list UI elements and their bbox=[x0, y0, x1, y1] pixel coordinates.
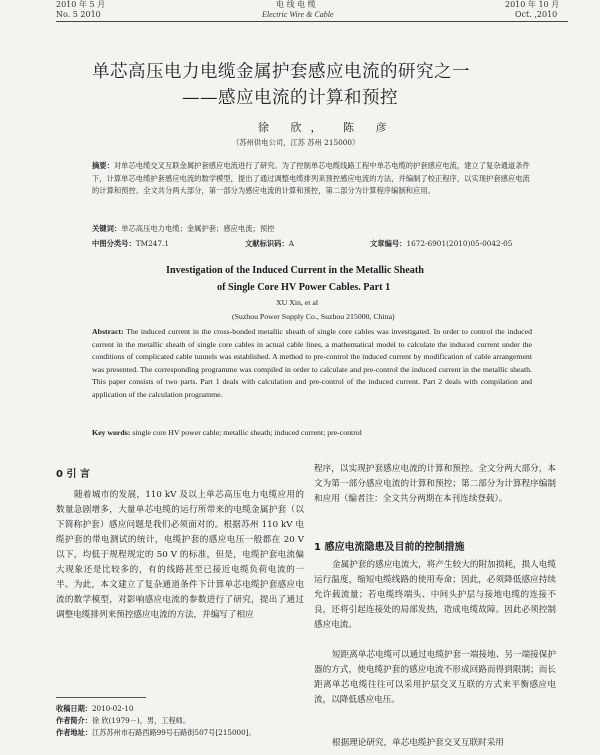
keywords-cn-label: 关键词： bbox=[92, 224, 122, 233]
footnote-address-value: 江苏苏州市石路西路99号石路街507号[215000]。 bbox=[91, 728, 256, 737]
header-journal-en: Electric Wire & Cable bbox=[262, 10, 334, 19]
keywords-en-text: single core HV power cable; metallic sheath; induced current; pre-control bbox=[132, 428, 362, 437]
doc-label: 文献标识码： bbox=[245, 239, 289, 248]
section-1-paragraph-1: 金属护套的感应电流大，将产生较大的附加损耗，损人电缆运行温度，缩短电缆线路的使用寿命；因此，必须降低感应持续允许载流量；若电缆终端头、中间头护层与接地电缆的连接不良，还将引起连接处的局部发热，造成电缆故障。因此必须控制感应电流。 bbox=[314, 560, 556, 630]
section-0-paragraph: 随着城市的发展，110 kV 及以上单芯高压电力电缆应用的数量急剧增多，大量单芯电缆的运行所带来的电缆金属护套（以下简称护套）感应问题是我们必须面对的。根据苏州 110 kV 电缆护套的带电测试的统计，电缆护套的感应电压一般都在 20 V 以下，均低于规程规定的 50 V 的标准，但是，电缆护套电流偏大现象还是比较多的，有的线路甚至已接近电缆负荷电流的一半。为此，本文建立了复杂通道条件下计算单芯电缆护套感应电流的数学模型，对影响感应电流的参数进行了研究，提出了通过调整电缆排列来预控感应电流的方法，并编写了相应 bbox=[56, 490, 304, 620]
article-number bbox=[370, 238, 512, 251]
header-journal-cn: 电 线 电 缆 bbox=[276, 0, 316, 9]
title-cn-line1: 单芯高压电力电缆金属护套感应电流的研究之一 bbox=[92, 62, 470, 82]
keywords-en-label: Key words: bbox=[92, 428, 131, 437]
section-1-heading: 1 感应电流隐患及目前的控制措施 bbox=[314, 542, 465, 553]
clc-label: 中图分类号： bbox=[92, 239, 136, 248]
abstract-en bbox=[92, 326, 532, 401]
abstract-cn-text: 对单芯电缆交叉互联金属护套感应电流进行了研究。为了控制单芯电缆线路工程中单芯电缆的护套感应电流，建立了复杂通道条件下，计算单芯电缆护套感应电流的数学模型，提出了通过调整电缆排列来预控感应电流的方法，并编制了校正程序，以实现护套感应电流的计算和预控。全文共分两大部分，第一部分为感应电流的计算和预控，第二部分为计算程序编制和应用。 bbox=[92, 161, 530, 195]
section-1-paragraph-2: 短距离单芯电缆可以通过电缆护套一端接地、另一端接保护器的方式，使电缆护套的感应电流不形成回路而得到限制；而长距离单芯电缆往往可以采用护层交叉互联的方式来平衡感应电流，以降低感应电压。 bbox=[314, 650, 556, 705]
footnote-received-value: 2010-02-10 bbox=[91, 704, 134, 713]
section-0-heading: 0 引 言 bbox=[56, 469, 90, 480]
footnote-address bbox=[56, 727, 306, 739]
keywords-cn-text: 单芯高压电力电缆；金属护套；感应电流；预控 bbox=[121, 224, 275, 233]
title-cn-line2: ——感应电流的计算和预控 bbox=[182, 88, 398, 108]
footnote bbox=[56, 703, 306, 739]
footnote-received-label: 收稿日期： bbox=[56, 704, 92, 713]
clc-value: TM247.1 bbox=[135, 239, 170, 248]
doc-code bbox=[245, 238, 294, 251]
footnote-address-label: 作者地址： bbox=[56, 728, 92, 737]
footnote-received bbox=[56, 703, 306, 715]
article-value: 1672-6901(2010)05-0042-05 bbox=[406, 239, 513, 248]
section-1-paragraph-3: 根据理论研究，单芯电缆护套交叉互联时采用 bbox=[332, 738, 504, 748]
abstract-cn-label: 摘要： bbox=[92, 161, 114, 170]
doc-value: A bbox=[288, 239, 295, 248]
abstract-cn bbox=[92, 160, 530, 198]
title-en-line1: Investigation of the Induced Current in the Metallic Sheath bbox=[166, 265, 424, 276]
footnote-bio-label: 作者简介： bbox=[56, 716, 92, 725]
keywords-cn bbox=[92, 223, 530, 236]
header-rule bbox=[56, 21, 568, 22]
header-date-cn: 2010 年 10 月 bbox=[505, 0, 560, 9]
footnote-rule bbox=[56, 697, 146, 698]
abstract-en-label: Abstract: bbox=[92, 327, 124, 336]
header-date-en: Oct. ,2010 bbox=[515, 10, 558, 19]
header-year: 2010 年 5 月 bbox=[56, 0, 106, 9]
keywords-en bbox=[92, 427, 532, 440]
authors-cn: 徐 欣， 陈 彦 bbox=[258, 121, 396, 134]
footnote-bio bbox=[56, 715, 306, 727]
affiliation-en: (Suzhou Power Supply Co., Suzhou 215000, China) bbox=[232, 312, 395, 321]
footnote-bio-value: 徐 欣(1979－)，男，工程师。 bbox=[91, 716, 191, 725]
title-en-line2: of Single Core HV Power Cables. Part 1 bbox=[217, 282, 391, 293]
article-label: 文章编号： bbox=[370, 239, 407, 248]
author-en: XU Xin, et al bbox=[276, 298, 319, 307]
affiliation-cn: （苏州供电公司，江苏 苏州 215000） bbox=[232, 138, 360, 147]
abstract-en-text: The induced current in the cross-bonded metallic sheath of single core cables was investigated. In order to control the induced current in the metallic sheath of single core cables in actual cable lines, a mathematical model to calculate the induced current under the conditions of complicated cable tunnels was established. A method to pre-control the induced current by modification of cable arrangement was presented. The corresponding programme was compiled in order to calculate and pre-control the induced current in the metallic sheath. This paper consists of two parts. Part 1 deals with calculation and pre-control of the induced current. Part 2 deals with compilation and application of the calculation programme. bbox=[92, 327, 532, 399]
clc-number bbox=[92, 238, 169, 251]
header-issue: No. 5 2010 bbox=[56, 10, 101, 19]
right-column-continuation: 程序，以实现护套感应电流的计算和预控。全文分两大部分，本文为第一部分感应电流的计算和预控；第二部分为计算程序编制和应用（编者注：全文共分两期在本刊连续登载）。 bbox=[314, 464, 556, 504]
